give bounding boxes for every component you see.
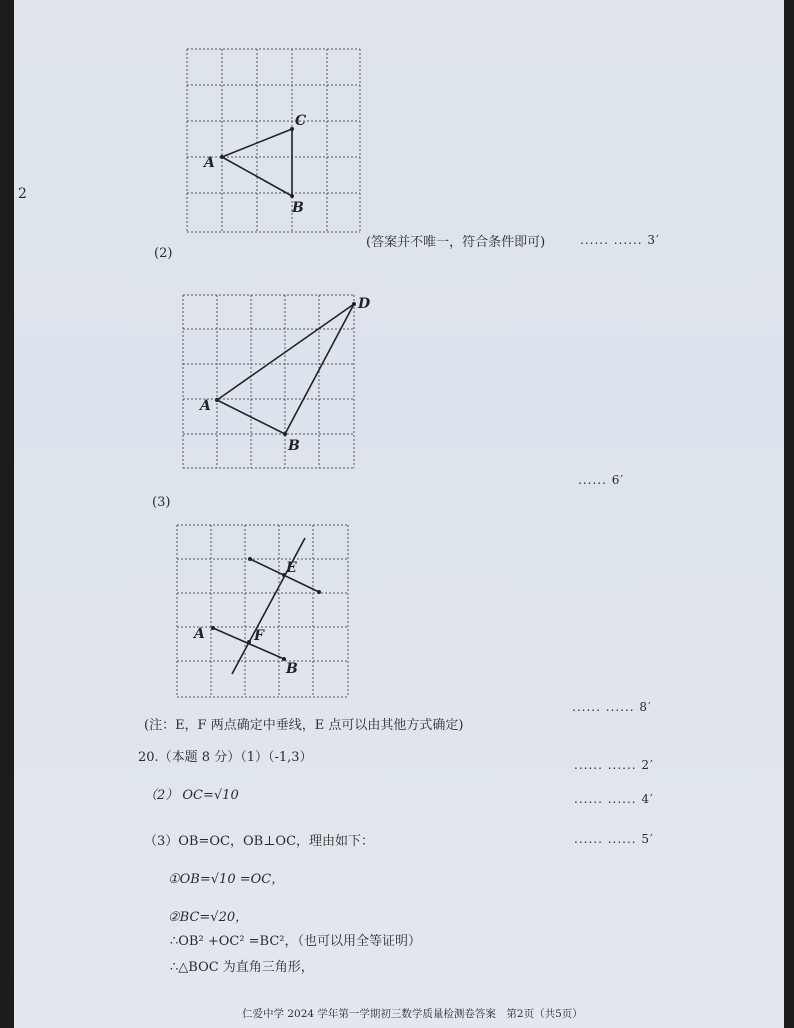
point-label-d: D — [358, 296, 371, 312]
point-label-c: C — [295, 113, 307, 129]
point-label-e: E — [286, 560, 297, 576]
part-label-2: (2) — [154, 246, 173, 261]
point-label-b2: B — [288, 438, 300, 454]
q20-part3: （3）OB=OC，OB⊥OC，理由如下： — [144, 834, 375, 849]
score-mark-8: ...... ...... 8′ — [572, 700, 652, 714]
point-label-a: A — [204, 155, 215, 171]
grid-figure-abc — [186, 48, 366, 234]
perpendicular-bisector-line — [232, 538, 305, 674]
grid-figure-bisector — [176, 524, 356, 700]
part-label-3: (3) — [152, 495, 171, 510]
page-footer: 仁爱中学 2024 学年第一学期初三数学质量检测卷答案 第2页（共5页） — [242, 1008, 583, 1020]
point-label-a3: A — [194, 626, 205, 642]
note-nonunique: (答案并不唯一，符合条件即可) — [366, 235, 546, 250]
q20-part2: （2） OC=√10 — [144, 788, 239, 803]
point-label-f: F — [254, 628, 264, 644]
grid-figure-abd — [182, 294, 362, 470]
q20-header: 20.（本题 8 分）（1）（-1,3） — [138, 750, 313, 765]
q20-step2: ②BC=√20， — [168, 910, 249, 925]
score-mark-q20-2: ...... ...... 2′ — [574, 758, 654, 772]
q20-step4: ∴△BOC 为直角三角形， — [170, 960, 314, 975]
segment-ad — [217, 304, 354, 400]
point-label-b: B — [292, 200, 304, 216]
score-mark-q20-5: ...... ...... 5′ — [574, 832, 654, 846]
q20-step3: ∴OB² +OC² =BC²，（也可以用全等证明） — [170, 934, 422, 949]
note-perpendicular-bisector: (注：E，F 两点确定中垂线，E 点可以由其他方式确定) — [144, 718, 464, 733]
score-mark-q20-4: ...... ...... 4′ — [574, 792, 654, 806]
score-mark-6: ...... 6′ — [578, 473, 625, 487]
point-label-a2: A — [200, 398, 211, 414]
q20-step1: ①OB=√10 =OC， — [168, 872, 285, 887]
point-label-b3: B — [286, 661, 298, 677]
margin-number: 2 — [18, 186, 27, 202]
answer-sheet-page — [14, 0, 784, 1028]
score-mark-3: ...... ...... 3′ — [580, 233, 660, 247]
